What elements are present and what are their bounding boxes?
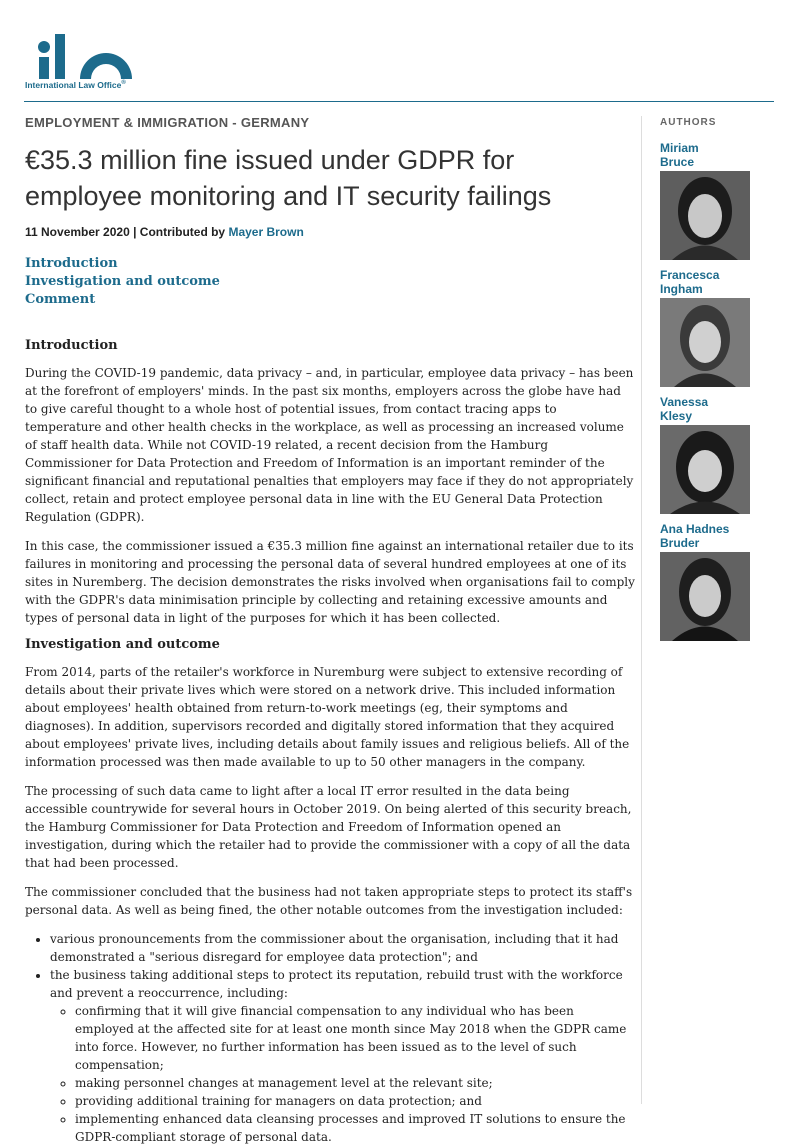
- author-name-link[interactable]: Ana Hadnes Bruder: [660, 522, 730, 550]
- author-card: [660, 395, 756, 514]
- introduction-heading: Introduction: [25, 338, 118, 353]
- investigation-paragraph-2: The processing of such data came to light after a local IT error resulted in the data being accessible countrywide for several hours in October 2019. On being alerted of this security breach, the Hamburg Commissioner for Data Protection and Freedom of Information opened an investigation, during which the retailer had to provide the commissioner with a copy of all the data that had been processed.: [25, 784, 632, 870]
- list-item: ◦ providing additional training for managers on data protection; and: [75, 1092, 635, 1110]
- author-photo[interactable]: [660, 552, 750, 641]
- investigation-paragraph-3: The commissioner concluded that the business had not taken appropriate steps to protect its staff's personal data. As well as being fined, the other notable outcomes from the investigation included:: [25, 885, 633, 917]
- author-name-link[interactable]: Miriam Bruce: [660, 141, 699, 169]
- toc-link-comment[interactable]: Comment: [25, 292, 96, 307]
- authors-label: AUTHORS: [660, 117, 717, 128]
- article-meta: 11 November 2020 | Contributed by Mayer Brown: [25, 225, 304, 239]
- table-of-contents: [25, 255, 635, 309]
- author-name-link[interactable]: Vanessa Klesy: [660, 395, 709, 423]
- article-date: 11 November 2020: [25, 225, 130, 239]
- author-photo[interactable]: [660, 171, 750, 260]
- list-item: • various pronouncements from the commissioner about the organisation, including that it had demonstrated a "serious disregard for employee data protection"; and: [50, 930, 635, 966]
- article-title: €35.3 million fine issued under GDPR for employee monitoring and IT security failings: [25, 145, 552, 211]
- outcomes-list: [25, 930, 635, 1146]
- author-name-link[interactable]: Francesca Ingham: [660, 268, 720, 296]
- authors-sidebar: [660, 117, 760, 550]
- logo-wordmark: International Law Office®: [25, 80, 126, 90]
- investigation-paragraph-1: From 2014, parts of the retailer's workforce in Nuremburg were subject to extensive recording of details about their private lives which were stored on a network drive. This included information about employees' health obtained from return-to-work meetings (eg, their symptoms and diagnoses). In addition, supervisors recorded and digitally stored information that they acquired about employees' private lives, including details about family issues and religious beliefs. All of the information processed was then made available to up to 50 other managers in the company.: [25, 665, 630, 769]
- list-item: ◦ making personnel changes at management level at the relevant site;: [75, 1074, 635, 1092]
- site-header: [0, 0, 800, 104]
- article: [25, 115, 635, 1146]
- author-card: [660, 141, 756, 260]
- contributor-link[interactable]: Mayer Brown: [228, 225, 304, 239]
- section-label[interactable]: EMPLOYMENT & IMMIGRATION - GERMANY: [25, 115, 310, 130]
- intro-paragraph-2: In this case, the commissioner issued a €35.3 million fine against an international retailer due to its failures in monitoring and processing the personal data of several hundred employees at one of its sites in Nuremberg. The decision demonstrates the risks involved when organisations fail to comply with the GDPR's data minimisation principle by collecting and retaining excessive amounts and types of personal data in light of the purposes for which it has been collected.: [25, 539, 635, 625]
- list-item: ◦ confirming that it will give financial compensation to any individual who has been employed at the affected site for at least one month since May 2018 when the GDPR came into force. However, no further information has been issued as to the level of such compensation;: [75, 1002, 635, 1074]
- header-divider: [24, 101, 774, 102]
- list-item: ◦ implementing enhanced data cleansing processes and improved IT solutions to ensure the GDPR-compliant storage of personal data.: [75, 1110, 635, 1146]
- toc-link-introduction[interactable]: Introduction: [25, 256, 118, 271]
- intro-paragraph-1: During the COVID-19 pandemic, data privacy – and, in particular, employee data privacy – has been at the forefront of employers' minds. In the past six months, employers across the globe have had to give careful thought to a whole host of potential issues, from contact tracing apps to temperature and other health checks in the workplace, as well as processing an increased volume of staff health data. While not COVID-19 related, a recent decision from the Hamburg Commissioner for Data Protection and Freedom of Information is an important reminder of the significant financial and reputational penalties that employers may face if they do not appropriately collect, retain and protect employee personal data in line with the EU General Data Protection Regulation (GDPR).: [25, 366, 634, 524]
- list-item: • the business taking additional steps to protect its reputation, rebuild trust with the workforce and prevent a reoccurrence, including: ◦ confirming that it will give financial compensation to any individual who has been employed at the affected site for at least one month since May 2018 when the GDPR came into force. However, no further information has been issued as to the level of such compensation; ◦ making personnel changes at management level at the relevant site; ◦ providing additional training for managers on data protection; and ◦ implementing enhanced data cleansing processes and improved IT solutions to ensure the GDPR-compliant storage of personal data.: [50, 966, 635, 1146]
- author-card: [660, 268, 756, 387]
- sidebar-divider: [641, 116, 642, 1104]
- author-photo[interactable]: [660, 425, 750, 514]
- toc-link-investigation[interactable]: Investigation and outcome: [25, 274, 220, 289]
- sub-list: [50, 1002, 635, 1146]
- author-photo[interactable]: [660, 298, 750, 387]
- author-card: [660, 522, 756, 641]
- investigation-heading: Investigation and outcome: [25, 637, 220, 652]
